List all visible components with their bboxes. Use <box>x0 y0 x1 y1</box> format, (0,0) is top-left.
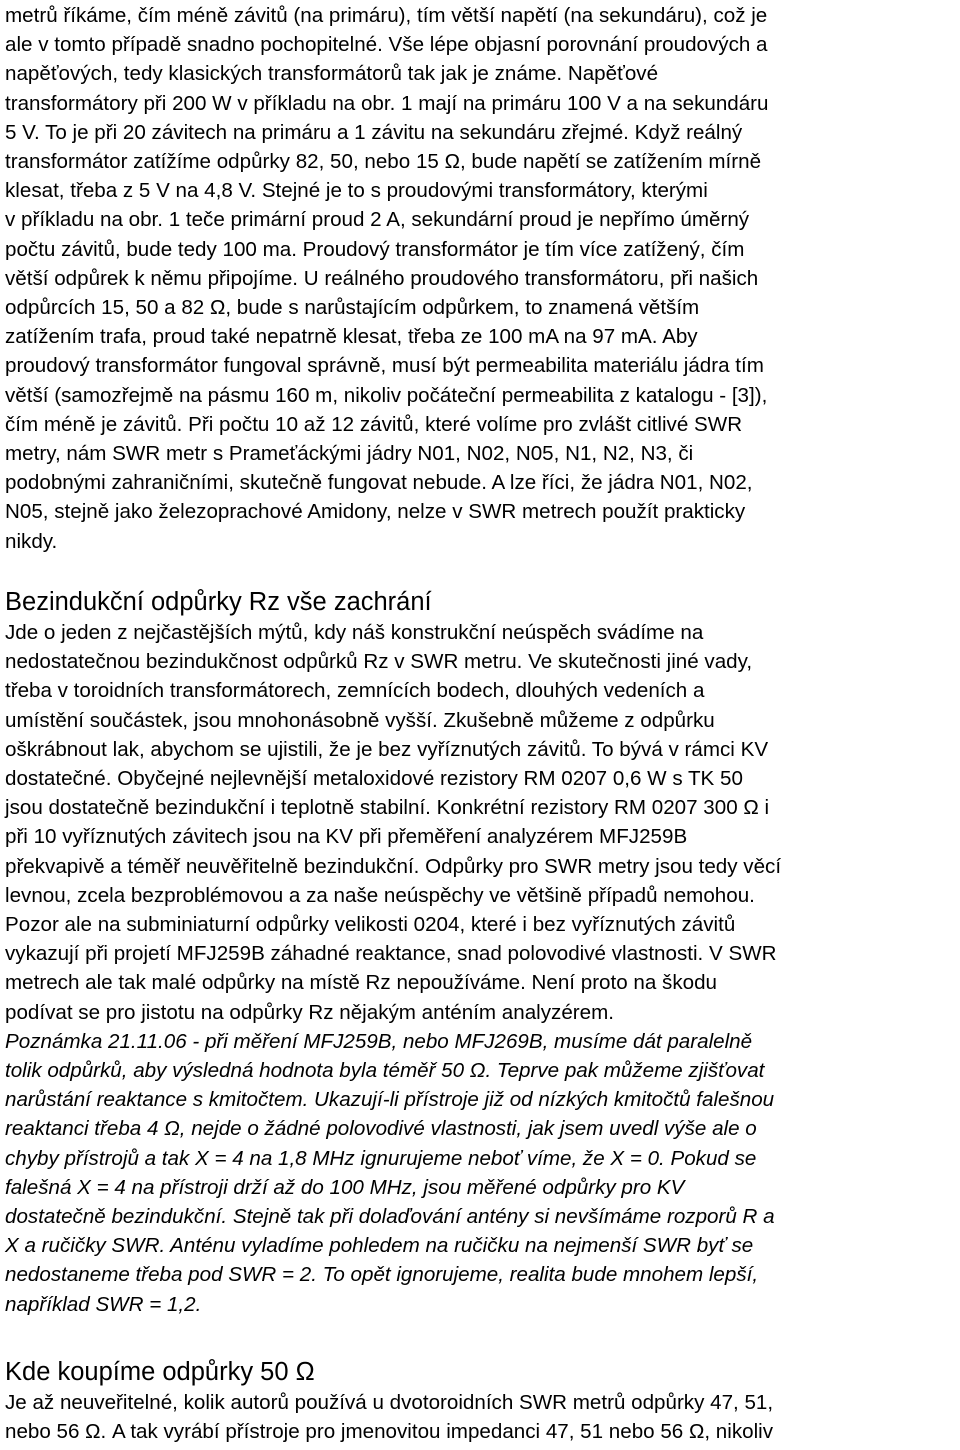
text-line: zatížením trafa, proud také nepatrně klesat, třeba ze 100 mA na 97 mA. Aby <box>5 325 698 349</box>
text-line: oškrábnout lak, abychom se ujistili, že je bez vyříznutých závitů. To bývá v rámci KV <box>5 737 769 761</box>
text-line: napěťových, tedy klasických transformátorů tak jak je známe. Napěťové <box>5 62 659 86</box>
note-line: falešná X = 4 na přístroji drží až do 100 MHz, jsou měřené odpůrky pro KV <box>5 1175 685 1199</box>
text-line: N05, stejně jako železoprachové Amidony, nelze v SWR metrech použít prakticky <box>5 500 746 524</box>
text-line: umístění součástek, jsou mnohonásobně vyšší. Zkušebně můžeme z odpůrku <box>5 708 715 732</box>
text-line: překvapivě a téměř neuvěřitelně bezindukční. Odpůrky pro SWR metry jsou tedy věcí <box>5 854 782 878</box>
text-line: větší (samozřejmě na pásmu 160 m, nikoliv počáteční permeabilita z katalogu - [3]), <box>5 383 768 407</box>
text-line: metry, nám SWR metr s Prameťáckými jádry N01, N02, N05, N1, N2, N3, či <box>5 442 694 466</box>
section-heading: Bezindukční odpůrky Rz vše zachrání <box>5 588 432 616</box>
note-line: chyby přístrojů a tak X = 4 na 1,8 MHz ignurujeme neboť víme, že X = 0. Pokud se <box>5 1146 757 1170</box>
note-line: nedostaneme třeba pod SWR = 2. To opět ignorujeme, realita bude mnohem lepší, <box>5 1263 759 1287</box>
note-line: například SWR = 1,2. <box>5 1292 202 1316</box>
note-paragraph <box>5 1027 955 1319</box>
intro-paragraph <box>5 1 955 556</box>
text-line: čím méně je závitů. Při počtu 10 až 12 závitů, které volíme pro zvlášt citlivé SWR <box>5 412 743 436</box>
note-line: narůstání reaktance s kmitočtem. Ukazují-li přístroje již od nízkých kmitočtů falešnou <box>5 1088 775 1112</box>
text-line: levnou, zcela bezproblémovou a za naše neúspěchy ve většině případů nemohou. <box>5 883 755 907</box>
text-line: při 10 vyříznutých závitech jsou na KV při přeměření analyzérem MFJ259B <box>5 825 688 849</box>
text-line: transformátory při 200 W v příkladu na obr. 1 mají na primáru 100 V a na sekundáru <box>5 91 769 115</box>
text-line: větší odpůrek k němu připojíme. U reálného proudového transformátoru, při našich <box>5 266 759 290</box>
section-heading: Kde koupíme odpůrky 50 Ω <box>5 1358 315 1386</box>
text-line: dostatečné. Obyčejné nejlevnější metaloxidové rezistory RM 0207 0,6 W s TK 50 <box>5 767 743 791</box>
text-line: jsou dostatečně bezindukční i teplotně stabilní. Konkrétní rezistory RM 0207 300 Ω i <box>5 796 770 820</box>
text-line: klesat, třeba z 5 V na 4,8 V. Stejné je to s proudovými transformátory, kterými <box>5 179 708 203</box>
text-line: ale v tomto případě snadno pochopitelné. Vše lépe objasní porovnání proudových a <box>5 33 768 57</box>
section-kde-koupime-odporky <box>5 1356 955 1446</box>
note-line: X a ručičky SWR. Anténu vyladíme pohledem na ručičku na nejmenší SWR byť se <box>5 1234 754 1258</box>
text-line: vykazují při projetí MFJ259B záhadné reaktance, snad polovodivé vlastnosti. V SWR <box>5 942 777 966</box>
text-line: Je až neuveřitelné, kolik autorů používá u dvotoroidních SWR metrů odpůrky 47, 51, <box>5 1391 774 1414</box>
text-line: podobnými zahraničními, skutečně fungovat nebude. A lze říci, že jádra N01, N02, <box>5 471 753 495</box>
text-line: počtu závitů, bude tedy 100 ma. Proudový transformátor je tím více zatížený, čím <box>5 237 745 261</box>
text-line: nikdy. <box>5 529 58 553</box>
text-line: 5 V. To je při 20 závitech na primáru a 1 závitu na sekundáru zřejmé. Když reálný <box>5 120 743 144</box>
text-line: nedostatečnou bezindukčnost odpůrků Rz v SWR metru. Ve skutečnosti jiné vady, <box>5 650 753 674</box>
text-line: Jde o jeden z nejčastějších mýtů, kdy náš konstrukční neúspěch svádíme na <box>5 621 704 644</box>
section-bezindukcni-odporky <box>5 586 955 1319</box>
text-line: Pozor ale na subminiaturní odpůrky velikosti 0204, které i bez vyříznutých závitů <box>5 913 736 937</box>
text-line: třeba v toroidních transformátorech, zemnících bodech, dlouhých vedeních a <box>5 679 705 703</box>
text-line: metrech ale tak malé odpůrky na místě Rz nepoužíváme. Není proto na škodu <box>5 971 717 995</box>
note-line: reaktanci třeba 4 Ω, nejde o žádné polovodivé vlastnosti, jak jsem uvedl výše ale o <box>5 1117 757 1141</box>
text-line: proudový transformátor fungoval správně, musí být permeabilita materiálu jádra tím <box>5 354 764 378</box>
text-line: transformátor zatížíme odpůrky 82, 50, nebo 15 Ω, bude napětí se zatížením mírně <box>5 150 762 174</box>
note-line: tolik odpůrků, aby výsledná hodnota byla téměř 50 Ω. Teprve pak můžeme zjišťovat <box>5 1059 765 1083</box>
text-line: v příkladu na obr. 1 teče primární proud 2 A, sekundární proud je nepřímo úměrný <box>5 208 750 232</box>
text-line: odpůrcích 15, 50 a 82 Ω, bude s narůstajícím odpůrkem, to znamená větším <box>5 296 700 320</box>
text-line: metrů říkáme, čím méně závitů (na primáru), tím větší napětí (na sekundáru), což je <box>5 4 768 27</box>
text-line: nebo 56 Ω. A tak vyrábí přístroje pro jmenovitou impedanci 47, 51 nebo 56 Ω, nikoliv <box>5 1420 774 1444</box>
note-line: Poznámka 21.11.06 - při měření MFJ259B, nebo MFJ269B, musíme dát paralelně <box>5 1029 753 1053</box>
note-line: dostatečně bezindukční. Stejně tak při dolaďování antény si nevšímáme rozporů R a <box>5 1205 775 1229</box>
text-line: podívat se pro jistotu na odpůrky Rz nějakým anténím analyzérem. <box>5 1000 614 1024</box>
